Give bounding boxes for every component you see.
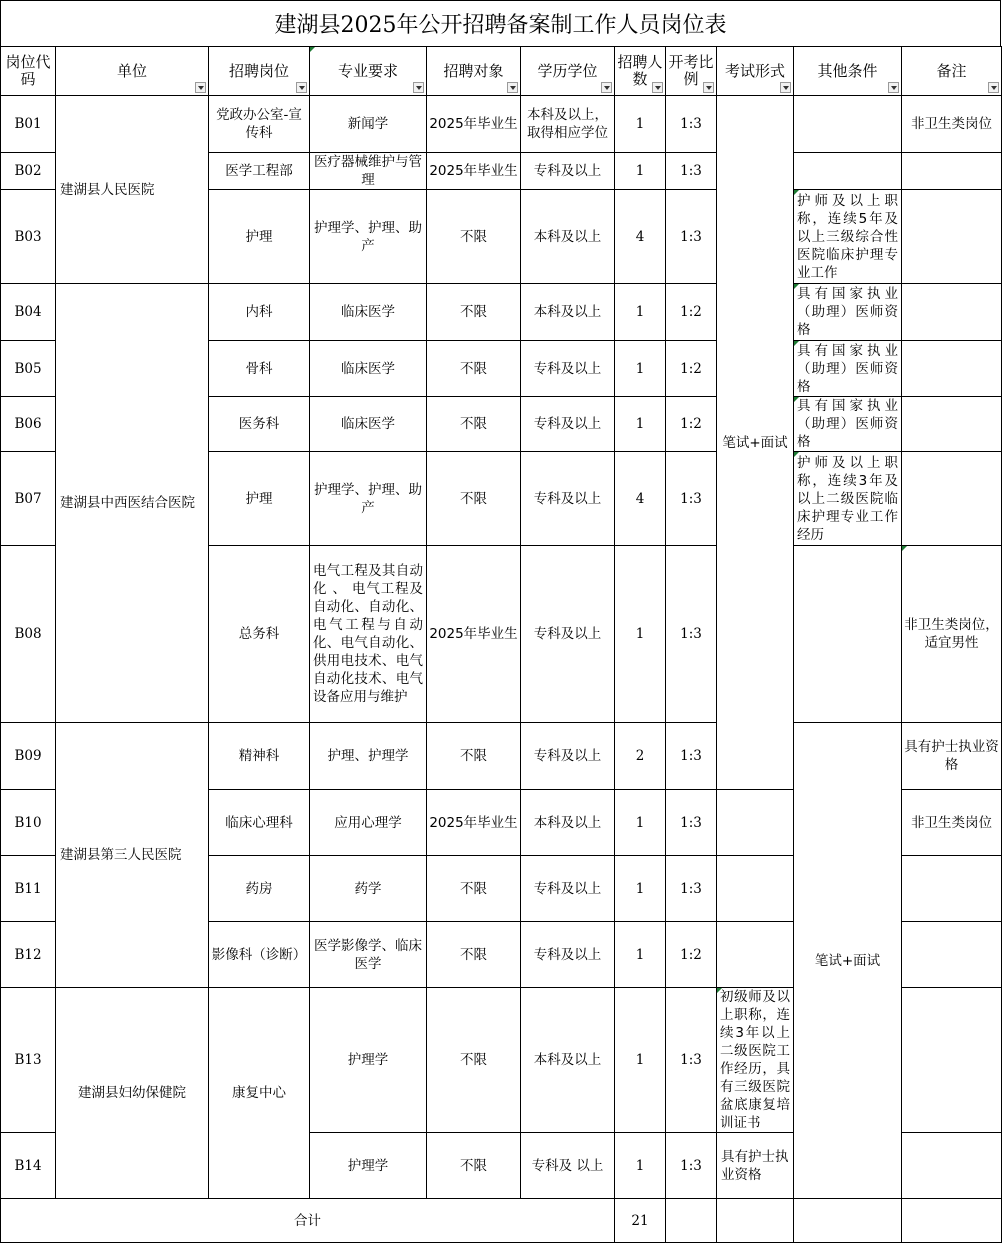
education-cell: 本科及以上 <box>521 284 615 341</box>
header-code: 岗位代码 <box>1 47 56 96</box>
notes-cell <box>902 1133 1002 1199</box>
code-cell: B10 <box>1 790 56 856</box>
table-row <box>1 723 1002 790</box>
position-cell: 党政办公室-宣传科 <box>209 96 310 153</box>
education-cell: 专科及 以上 <box>521 1133 615 1199</box>
filter-dropdown-icon[interactable] <box>988 82 999 93</box>
ratio-cell: 1:3 <box>666 988 717 1133</box>
target-cell: 不限 <box>427 452 521 546</box>
position-cell: 精神科 <box>209 723 310 790</box>
position-cell: 护理 <box>209 452 310 546</box>
ratio-cell: 1:2 <box>666 284 717 341</box>
filter-dropdown-icon[interactable] <box>601 82 612 93</box>
target-cell: 不限 <box>427 397 521 452</box>
target-cell: 不限 <box>427 341 521 397</box>
major-cell: 临床医学 <box>310 284 427 341</box>
conditions-cell <box>717 790 794 856</box>
major-cell: 临床医学 <box>310 397 427 452</box>
conditions-cell: 具有护士执业资格 <box>902 723 1002 790</box>
filter-dropdown-icon[interactable] <box>413 82 424 93</box>
notes-cell <box>902 856 1002 922</box>
header-exam: 考试形式 <box>717 47 794 96</box>
filter-dropdown-icon[interactable] <box>888 82 899 93</box>
table-row <box>1 96 1002 153</box>
major-cell: 护理学、护理、助产 <box>310 190 427 284</box>
notes-cell <box>902 922 1002 988</box>
major-cell: 医疗器械维护与管理 <box>310 153 427 190</box>
target-cell: 2025年毕业生 <box>427 96 521 153</box>
exam-cell: 笔试+面试 <box>794 723 902 1199</box>
target-cell: 不限 <box>427 856 521 922</box>
comment-indicator-icon <box>310 47 315 52</box>
total-count: 21 <box>615 1199 666 1243</box>
unit-cell: 建湖县第三人民医院 <box>56 723 209 988</box>
major-cell: 护理学 <box>310 988 427 1133</box>
position-cell: 骨科 <box>209 341 310 397</box>
comment-indicator-icon <box>794 397 799 402</box>
count-cell: 1 <box>615 922 666 988</box>
conditions-cell: 护师及以上职称，连续3年及以上二级医院临床护理专业工作经历 <box>794 452 902 546</box>
filter-dropdown-icon[interactable] <box>780 82 791 93</box>
conditions-cell: 具有国家执业（助理）医师资格 <box>794 341 902 397</box>
header-education: 学历学位 <box>521 47 615 96</box>
target-cell: 不限 <box>427 190 521 284</box>
ratio-cell: 1:3 <box>666 452 717 546</box>
header-count: 招聘人数 <box>615 47 666 96</box>
count-cell: 1 <box>615 397 666 452</box>
count-cell: 1 <box>615 790 666 856</box>
total-empty-cell <box>794 1199 902 1243</box>
ratio-cell: 1:2 <box>666 922 717 988</box>
filter-dropdown-icon[interactable] <box>507 82 518 93</box>
education-cell: 本科及以上 <box>521 190 615 284</box>
positions-table <box>0 46 1002 1243</box>
notes-cell: 非卫生类岗位 <box>902 790 1002 856</box>
major-cell: 药学 <box>310 856 427 922</box>
code-cell: B08 <box>1 546 56 723</box>
position-cell: 药房 <box>209 856 310 922</box>
ratio-cell: 1:3 <box>666 790 717 856</box>
education-cell: 本科及以上 <box>521 988 615 1133</box>
education-cell: 专科及以上 <box>521 546 615 723</box>
conditions-cell: 具有国家执业（助理）医师资格 <box>794 397 902 452</box>
comment-indicator-icon <box>794 341 799 346</box>
code-cell: B14 <box>1 1133 56 1199</box>
notes-cell <box>902 284 1002 341</box>
notes-cell <box>902 153 1002 190</box>
ratio-cell: 1:3 <box>666 546 717 723</box>
count-cell: 1 <box>615 546 666 723</box>
target-cell: 不限 <box>427 1133 521 1199</box>
position-cell: 康复中心 <box>209 988 310 1199</box>
target-cell: 2025年毕业生 <box>427 153 521 190</box>
position-cell: 护理 <box>209 190 310 284</box>
ratio-cell: 1:2 <box>666 341 717 397</box>
count-cell: 2 <box>615 723 666 790</box>
conditions-cell <box>717 856 794 922</box>
conditions-cell: 具有国家执业（助理）医师资格 <box>794 284 902 341</box>
ratio-cell: 1:3 <box>666 856 717 922</box>
header-ratio: 开考比例 <box>666 47 717 96</box>
filter-dropdown-icon[interactable] <box>703 82 714 93</box>
notes-cell <box>902 988 1002 1133</box>
education-cell: 本科及以上，取得相应学位 <box>521 96 615 153</box>
count-cell: 1 <box>615 96 666 153</box>
filter-dropdown-icon[interactable] <box>296 82 307 93</box>
conditions-cell: 护师及以上职称，连续5年及以上三级综合性医院临床护理专业工作 <box>794 190 902 284</box>
target-cell: 不限 <box>427 988 521 1133</box>
total-empty-cell <box>902 1199 1002 1243</box>
conditions-cell <box>794 96 902 153</box>
count-cell: 1 <box>615 341 666 397</box>
conditions-cell <box>794 153 902 190</box>
code-cell: B04 <box>1 284 56 341</box>
ratio-cell: 1:3 <box>666 96 717 153</box>
filter-dropdown-icon[interactable] <box>652 82 663 93</box>
header-target: 招聘对象 <box>427 47 521 96</box>
count-cell: 1 <box>615 856 666 922</box>
count-cell: 1 <box>615 1133 666 1199</box>
major-cell: 护理学、护理、助产 <box>310 452 427 546</box>
notes-cell <box>902 341 1002 397</box>
comment-indicator-icon <box>902 546 907 551</box>
target-cell: 不限 <box>427 284 521 341</box>
header-position: 招聘岗位 <box>209 47 310 96</box>
conditions-cell: 初级师及以上职称，连续3年以上二级医院工作经历，具有三级医院盆底康复培训证书 <box>717 988 794 1133</box>
major-cell: 电气工程及其自动化 、 电气工程及自动化、自动化、电气工程与自动化、电气自动化、供用电技术、电气自动化技术、电气设备应用与维护 <box>310 546 427 723</box>
count-cell: 1 <box>615 153 666 190</box>
education-cell: 专科及以上 <box>521 856 615 922</box>
code-cell: B11 <box>1 856 56 922</box>
notes-cell: 非卫生类岗位，适宜男性 <box>902 546 1002 723</box>
ratio-cell: 1:3 <box>666 1133 717 1199</box>
count-cell: 1 <box>615 284 666 341</box>
notes-cell <box>902 397 1002 452</box>
code-cell: B01 <box>1 96 56 153</box>
code-cell: B09 <box>1 723 56 790</box>
code-cell: B06 <box>1 397 56 452</box>
count-cell: 1 <box>615 988 666 1133</box>
code-cell: B13 <box>1 988 56 1133</box>
exam-cell: 笔试+面试 <box>717 96 794 790</box>
count-cell: 4 <box>615 190 666 284</box>
ratio-cell: 1:3 <box>666 153 717 190</box>
education-cell: 专科及以上 <box>521 723 615 790</box>
education-cell: 专科及以上 <box>521 153 615 190</box>
total-empty-cell <box>666 1199 717 1243</box>
filter-dropdown-icon[interactable] <box>195 82 206 93</box>
comment-indicator-icon <box>794 284 799 289</box>
major-cell: 护理学 <box>310 1133 427 1199</box>
header-conditions: 其他条件 <box>794 47 902 96</box>
comment-indicator-icon <box>794 190 799 195</box>
education-cell: 专科及以上 <box>521 341 615 397</box>
comment-indicator-icon <box>794 452 799 457</box>
ratio-cell: 1:3 <box>666 190 717 284</box>
notes-cell <box>902 452 1002 546</box>
target-cell: 不限 <box>427 723 521 790</box>
position-cell: 医务科 <box>209 397 310 452</box>
code-cell: B12 <box>1 922 56 988</box>
major-cell: 护理、护理学 <box>310 723 427 790</box>
ratio-cell: 1:2 <box>666 397 717 452</box>
header-notes: 备注 <box>902 47 1002 96</box>
sheet-title: 建湖县2025年公开招聘备案制工作人员岗位表 <box>0 0 1001 46</box>
target-cell: 不限 <box>427 922 521 988</box>
major-cell: 医学影像学、临床医学 <box>310 922 427 988</box>
header-unit: 单位 <box>56 47 209 96</box>
header-major: 专业要求 <box>310 47 427 96</box>
conditions-cell <box>717 922 794 988</box>
table-row <box>1 284 1002 341</box>
code-cell: B07 <box>1 452 56 546</box>
position-cell: 内科 <box>209 284 310 341</box>
education-cell: 本科及以上 <box>521 790 615 856</box>
count-cell: 4 <box>615 452 666 546</box>
notes-cell <box>902 190 1002 284</box>
position-cell: 总务科 <box>209 546 310 723</box>
comment-indicator-icon <box>717 988 722 993</box>
major-cell: 新闻学 <box>310 96 427 153</box>
code-cell: B03 <box>1 190 56 284</box>
position-cell: 影像科（诊断） <box>209 922 310 988</box>
total-label: 合计 <box>1 1199 615 1243</box>
major-cell: 临床医学 <box>310 341 427 397</box>
unit-cell: 建湖县中西医结合医院 <box>56 284 209 723</box>
unit-cell: 建湖县妇幼保健院 <box>56 988 209 1199</box>
conditions-cell <box>794 546 902 723</box>
education-cell: 专科及以上 <box>521 922 615 988</box>
unit-cell: 建湖县人民医院 <box>56 96 209 284</box>
education-cell: 专科及以上 <box>521 452 615 546</box>
code-cell: B05 <box>1 341 56 397</box>
target-cell: 2025年毕业生 <box>427 790 521 856</box>
total-empty-cell <box>717 1199 794 1243</box>
conditions-cell: 具有护士执业资格 <box>717 1133 794 1199</box>
header-row <box>1 47 1002 96</box>
position-cell: 临床心理科 <box>209 790 310 856</box>
education-cell: 专科及以上 <box>521 397 615 452</box>
notes-cell: 非卫生类岗位 <box>902 96 1002 153</box>
major-cell: 应用心理学 <box>310 790 427 856</box>
position-cell: 医学工程部 <box>209 153 310 190</box>
code-cell: B02 <box>1 153 56 190</box>
target-cell: 2025年毕业生 <box>427 546 521 723</box>
ratio-cell: 1:3 <box>666 723 717 790</box>
total-row <box>1 1199 1002 1243</box>
